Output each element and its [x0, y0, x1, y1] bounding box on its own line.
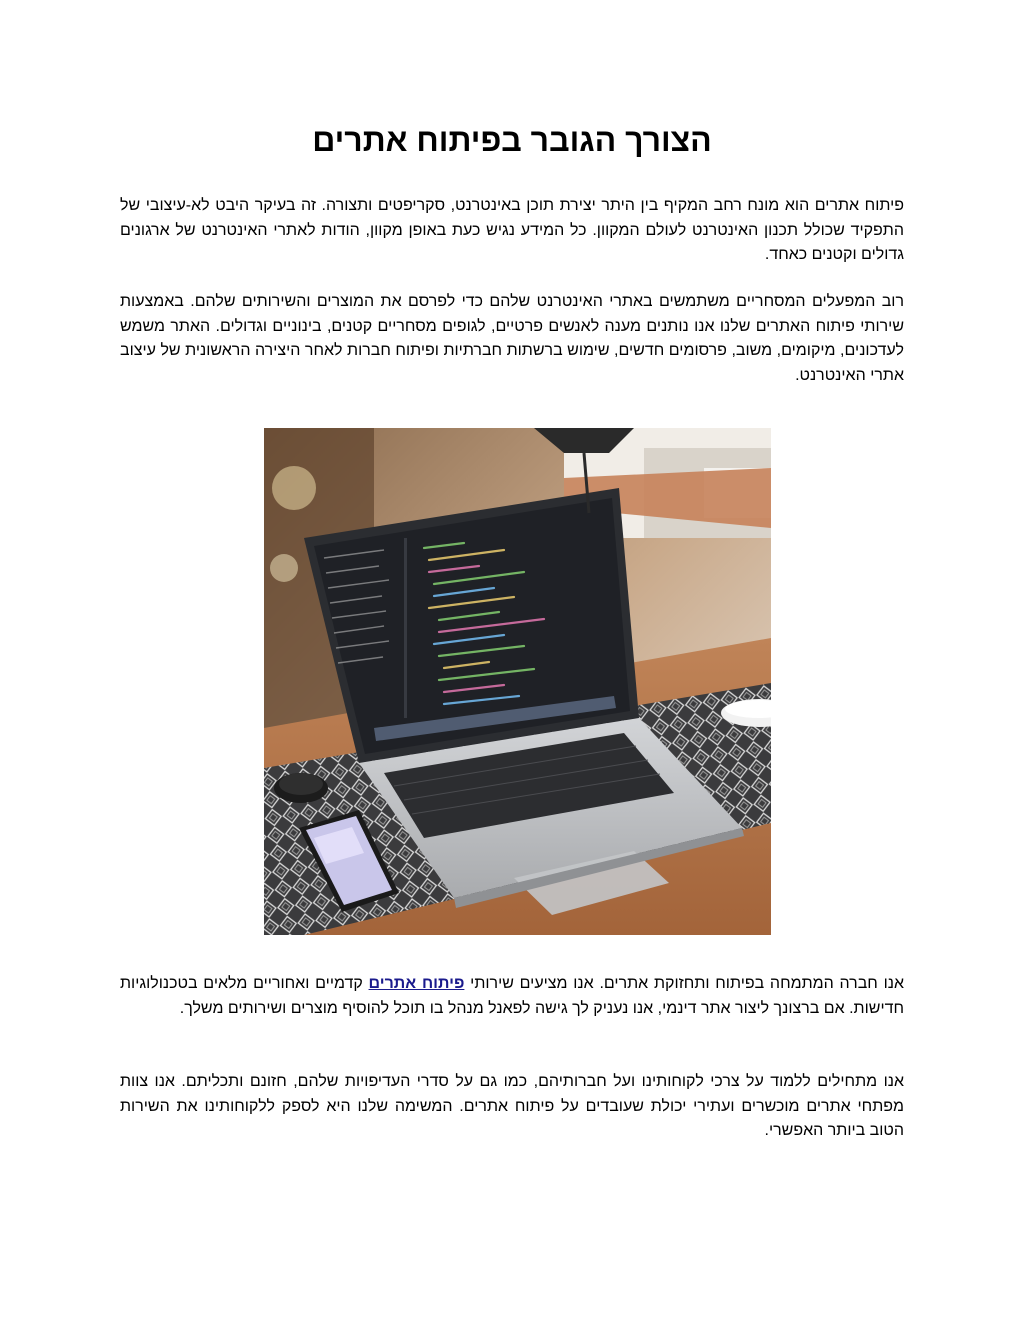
web-development-link[interactable]: פיתוח אתרים — [368, 975, 465, 992]
services-paragraph — [120, 972, 904, 1021]
business-paragraph: רוב המפעלים המסחריים משתמשים באתרי האינטרנט שלהם כדי לפרסם את המוצרים והשירותים שלהם. באמצעות שירותי פיתוח האתרים שלנו אנו נותנים מענה לאנשים פרטיים, לגופים מסחריים קטנים, בינוניים וגדולים. האתר משמש לעדכונים, מיקומים, משוב, פרסומים חדשים, שימוש ברשתות חברתיות ופיתוח חברות לאחר היצירה הראשונית של עיצוב אתרי האינטרנט. — [120, 293, 904, 384]
laptop-photo — [264, 428, 771, 935]
page-title: הצורך הגובר בפיתוח אתרים — [312, 122, 712, 158]
services-text-after: קדמיים ואחוריים מלאים בטכנולוגיות חדישות. אם ברצונך ליצור אתר דינמי, אנו נעניק לך גישה לפאנל מנהל בו תוכל להוסיף מוצרים ושירותים משלך. — [120, 975, 904, 1017]
intro-paragraph: פיתוח אתרים הוא מונח רחב המקיף בין היתר יצירת תוכן באינטרנט, סקריפטים ותצורה. זה בעיקר היבט לא-עיצובי של התפקיד שכולל תכנון האינטרנט לעולם המקוון. כל המידע נגיש כעת באופן מקוון, הודות לאתרי האינטרנט של ארגונים גדולים וקטנים כאחד. — [120, 197, 904, 263]
services-text-before: אנו חברה המתמחה בפיתוח ותחזוקת אתרים. אנו מציעים שירותי — [470, 975, 905, 992]
mission-paragraph: אנו מתחילים ללמוד על צרכי לקוחותינו ועל חברותיהם, כמו גם על סדרי העדיפויות שלהם, חזונם ותכליתם. אנו צוות מפתחי אתרים מוכשרים ועתירי יכולת שעובדים על פיתוח אתרים. המשימה שלנו היא לספק ללקוחותינו את השירות הטוב ביותר האפשרי. — [120, 1073, 904, 1139]
